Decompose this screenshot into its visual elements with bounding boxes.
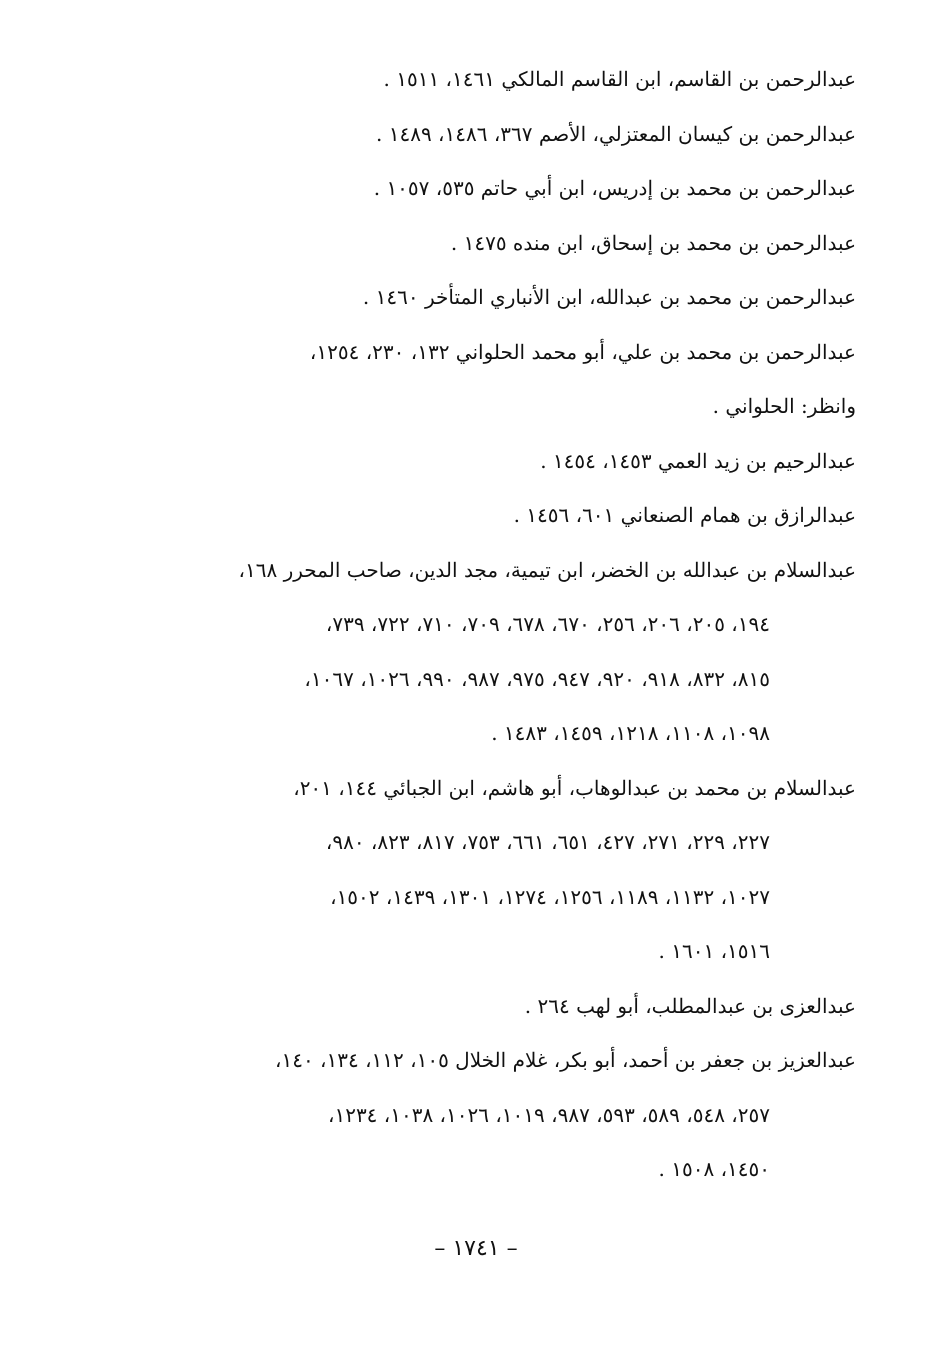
index-entry-continuation: ٢٥٧، ٥٤٨، ٥٨٩، ٥٩٣، ٩٨٧، ١٠١٩، ١٠٢٦، ١٠٣٨، ١٢٣٤،	[327, 1102, 770, 1127]
index-entry-continuation: ١٩٤، ٢٠٥، ٢٠٦، ٢٥٦، ٦٧٠، ٦٧٨، ٧٠٩، ٧١٠، ٧٢٢، ٧٣٩،	[325, 612, 770, 636]
index-entry: عبدالرحمن بن محمد بن إسحاق، ابن منده ١٤٧٥ .	[450, 230, 856, 255]
index-entry-continuation: ١٥١٦، ١٦٠١ .	[658, 939, 770, 963]
index-entry-continuation: ١٠٢٧، ١١٣٢، ١١٨٩، ١٢٥٦، ١٢٧٤، ١٣٠١، ١٤٣٩، ١٥٠٢،	[330, 884, 770, 909]
index-entry: عبدالعزى بن عبدالمطلب، أبو لهب ٢٦٤ .	[524, 993, 856, 1018]
index-entry: عبدالرازق بن همام الصنعاني ٦٠١، ١٤٥٦ .	[513, 503, 856, 527]
index-entry: عبدالسلام بن عبدالله بن الخضر، ابن تيمية، مجد الدين، صاحب المحرر ١٦٨،	[238, 557, 856, 582]
index-entry: عبدالسلام بن محمد بن عبدالوهاب، أبو هاشم، ابن الجبائي ١٤٤، ٢٠١،	[293, 775, 856, 800]
index-entry-continuation: ٨١٥، ٨٣٢، ٩١٨، ٩٢٠، ٩٤٧، ٩٧٥، ٩٨٧، ٩٩٠، ١٠٢٦، ١٠٦٧،	[304, 666, 770, 691]
index-entry: عبدالرحمن بن محمد بن عبدالله، ابن الأنباري المتأخر ١٤٦٠ .	[362, 285, 856, 309]
index-entry: عبدالرحمن بن محمد بن علي، أبو محمد الحلواني ١٣٢، ٢٣٠، ١٢٥٤،	[309, 339, 856, 364]
index-entry: عبدالرحمن بن كيسان المعتزلي، الأصم ٣٦٧، ١٤٨٦، ١٤٨٩ .	[376, 121, 856, 146]
index-entry-continuation: ٢٢٧، ٢٢٩، ٢٧١، ٤٢٧، ٦٥١، ٦٦١، ٧٥٣، ٨١٧، ٨٢٣، ٩٨٠،	[325, 830, 770, 854]
index-entry-see-also: وانظر: الحلواني .	[712, 394, 856, 418]
index-entry-continuation: ١٤٥٠، ١٥٠٨ .	[658, 1157, 770, 1181]
index-entry: عبدالرحمن بن محمد بن إدريس، ابن أبي حاتم ٥٣٥، ١٠٥٧ .	[373, 176, 856, 200]
page-number: – ١٧٤١ –	[434, 1236, 518, 1261]
index-entry: عبدالعزيز بن جعفر بن أحمد، أبو بكر، غلام الخلال ١٠٥، ١١٢، ١٣٤، ١٤٠،	[274, 1048, 856, 1072]
index-list	[126, 52, 856, 1197]
index-entry-continuation: ١٠٩٨، ١١٠٨، ١٢١٨، ١٤٥٩، ١٤٨٣ .	[491, 721, 770, 745]
index-entry: عبدالرحيم بن زيد العمي ١٤٥٣، ١٤٥٤ .	[540, 448, 856, 473]
index-entry: عبدالرحمن بن القاسم، ابن القاسم المالكي ١٤٦١، ١٥١١ .	[383, 67, 856, 91]
